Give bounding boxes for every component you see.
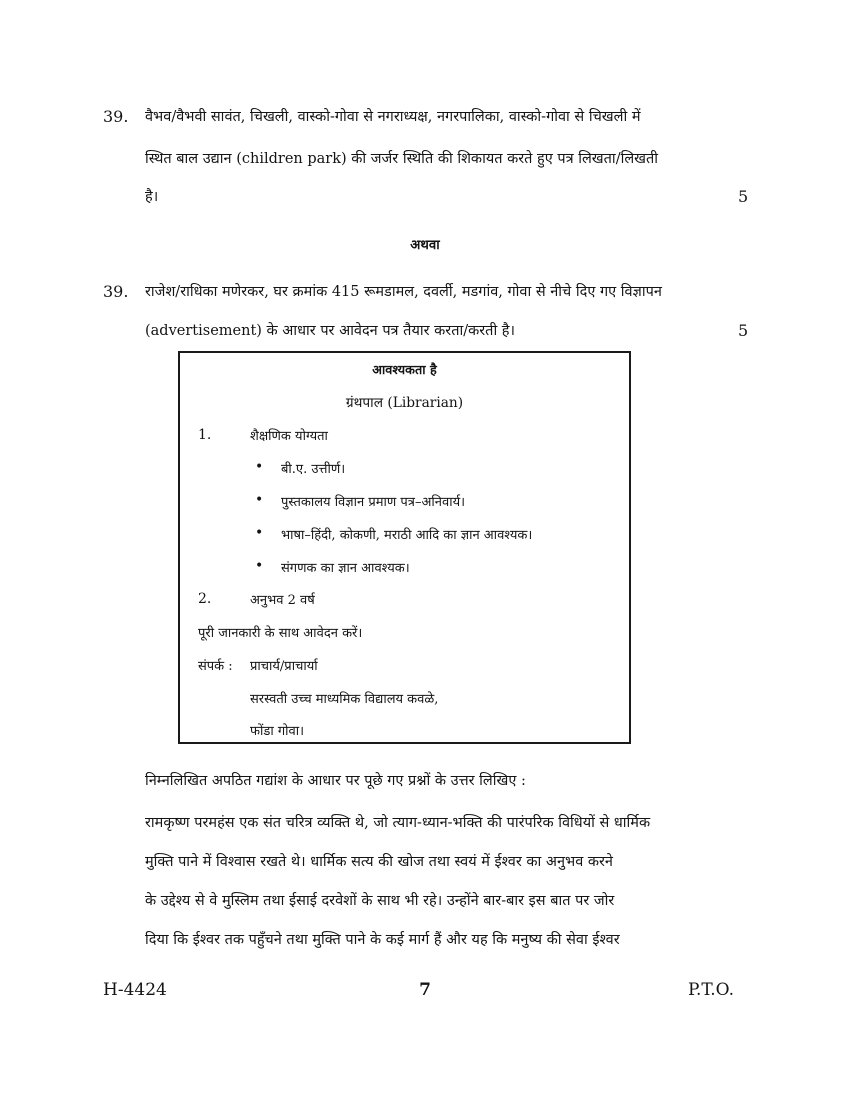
footer-pto: P.T.O.	[688, 980, 734, 1000]
question-39-line-1: वैभव/वैभवी सावंत, चिखली, वास्को-गोवा से नगराध्यक्ष, नगरपालिका, वास्को-गोवा से चिखली में	[145, 109, 641, 125]
ad-bullet-1: बी.ए. उत्तीर्ण।	[281, 462, 346, 477]
ad-heading: आवश्यकता है	[372, 363, 437, 378]
ad-item-1-number: 1.	[198, 427, 212, 443]
ad-item-1-title: शैक्षणिक योग्यता	[250, 429, 328, 444]
question-39-line-3: है।	[145, 189, 159, 205]
passage-line-2: मुक्ति पाने में विश्वास रखते थे। धार्मिक सत्य की खोज तथा स्वयं में ईश्वर का अनुभव करने	[145, 854, 613, 870]
passage-instruction: निम्नलिखित अपठित गद्यांश के आधार पर पूछे गए प्रश्नों के उत्तर लिखिए :	[145, 773, 526, 789]
passage-line-1: रामकृष्ण परमहंस एक संत चरित्र व्यक्ति थे, जो त्याग-ध्यान-भक्ति की पारंपरिक विधियों से धार्मिक	[145, 815, 651, 831]
ad-post: ग्रंथपाल (Librarian)	[345, 395, 464, 411]
passage-line-3: के उद्देश्य से वे मुस्लिम तथा ईसाई दरवेशों के साथ भी रहे। उन्होंने बार-बार इस बात पर जोर	[145, 893, 615, 909]
question-39b-line-1: राजेश/राधिका मणेरकर, घर क्रमांक 415 रूमडामल, दवर्ली, मडगांव, गोवा से नीचे दिए गए विज्ञापन	[145, 284, 662, 300]
question-39b-marks: 5	[738, 321, 749, 340]
question-39b-line-2: (advertisement) के आधार पर आवेदन पत्र तैयार करता/करती है।	[145, 323, 516, 339]
ad-bullet-3-marker: •	[255, 525, 264, 541]
question-39b-number: 39.	[103, 282, 129, 301]
ad-apply-line: पूरी जानकारी के साथ आवेदन करें।	[198, 626, 363, 641]
ad-contact-label: संपर्क :	[198, 659, 233, 674]
footer-page-number: 7	[419, 980, 431, 1000]
ad-bullet-4: संगणक का ज्ञान आवश्यक।	[281, 561, 410, 576]
ad-bullet-1-marker: •	[255, 459, 264, 475]
ad-contact-line-3: फोंडा गोवा।	[250, 724, 305, 739]
question-39-marks: 5	[738, 187, 749, 206]
advertisement-box	[178, 351, 631, 744]
ad-bullet-2: पुस्तकालय विज्ञान प्रमाण पत्र–अनिवार्य।	[281, 495, 466, 510]
ad-contact-line-1: प्राचार्य/प्राचार्या	[250, 659, 318, 674]
ad-item-2-number: 2.	[198, 591, 212, 607]
question-39-line-2: स्थित बाल उद्यान (children park) की जर्जर स्थिति की शिकायत करते हुए पत्र लिखता/लिखती	[145, 151, 659, 167]
ad-bullet-3: भाषा–हिंदी, कोकणी, मराठी आदि का ज्ञान आवश्यक।	[281, 528, 533, 543]
passage-line-4: दिया कि ईश्वर तक पहुँचने तथा मुक्ति पाने के कई मार्ग हैं और यह कि मनुष्य की सेवा ईश्वर	[145, 932, 620, 948]
ad-bullet-4-marker: •	[255, 558, 264, 574]
footer-paper-code: H-4424	[103, 980, 167, 1000]
ad-contact-line-2: सरस्वती उच्च माध्यमिक विद्यालय कवळे,	[250, 692, 439, 707]
or-label: अथवा	[410, 238, 440, 253]
question-39-number: 39.	[103, 107, 129, 126]
ad-bullet-2-marker: •	[255, 492, 264, 508]
ad-item-2-title: अनुभव 2 वर्ष	[250, 593, 315, 608]
